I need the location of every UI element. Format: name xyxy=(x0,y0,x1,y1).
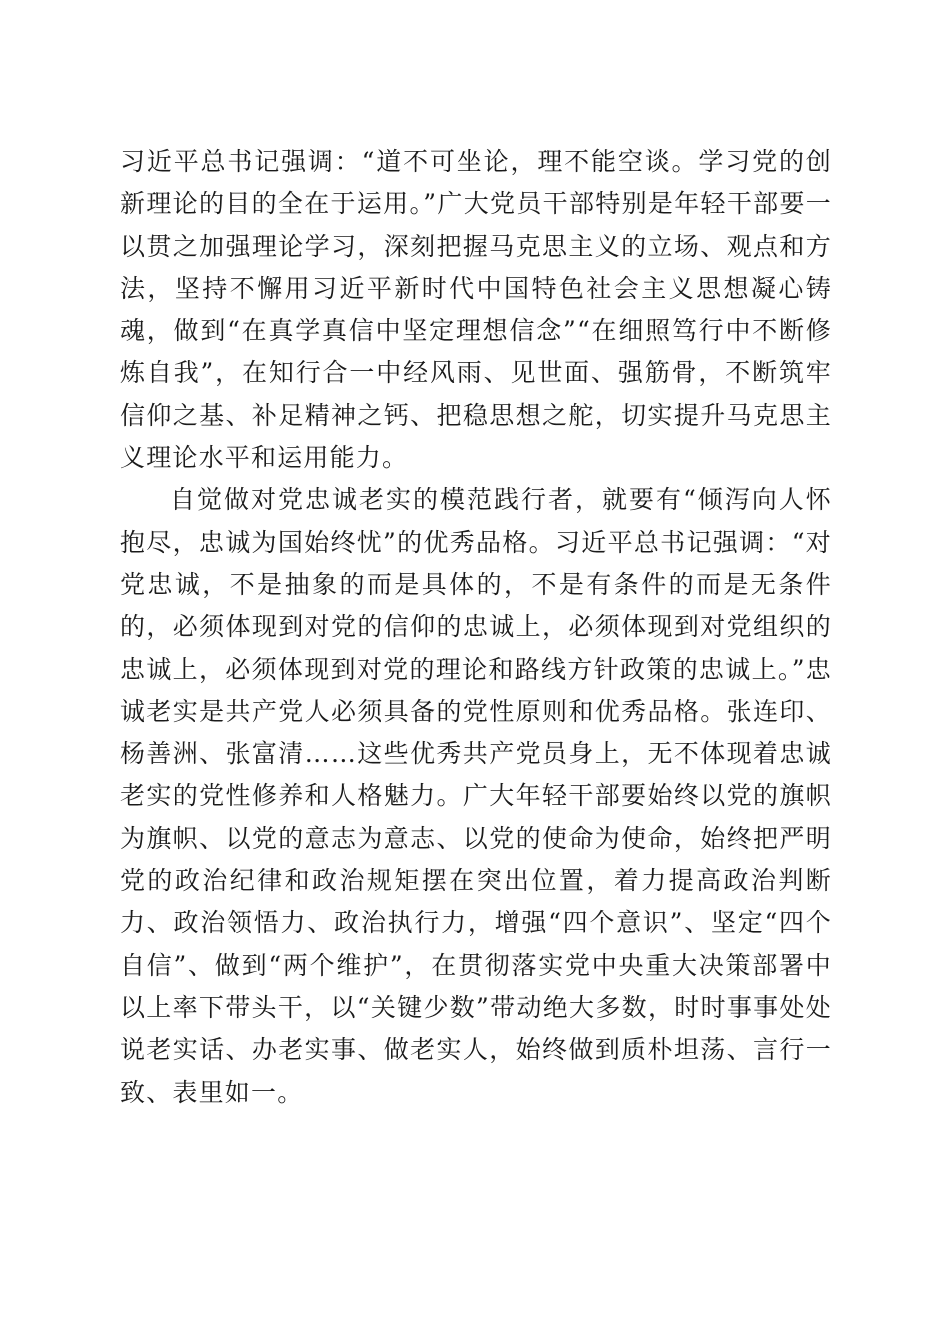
paragraph-loyalty: 自觉做对党忠诚老实的模范践行者，就要有“倾泻向人怀抱尽，忠诚为国始终忧”的优秀品格。习近平总书记强调：“对党忠诚，不是抽象的而是具体的，不是有条件的而是无条件的，必须体现到对党的信仰的忠诚上，必须体现到对党组织的忠诚上，必须体现到对党的理论和路线方针政策的忠诚上。”忠诚老实是共产党人必须具备的党性原则和优秀品格。张连印、杨善洲、张富清……这些优秀共产党员身上，无不体现着忠诚老实的党性修养和人格魅力。广大年轻干部要始终以党的旗帜为旗帜、以党的意志为意志、以党的使命为使命，始终把严明党的政治纪律和政治规矩摆在突出位置，着力提高政治判断力、政治领悟力、政治执行力，增强“四个意识”、坚定“四个自信”、做到“两个维护”，在贯彻落实党中央重大决策部署中以上率下带头干，以“关键少数”带动绝大多数，时时事事处处说老实话、办老实事、做老实人，始终做到质朴坦荡、言行一致、表里如一。 xyxy=(120,485,832,1107)
paragraph-continuation: 习近平总书记强调：“道不可坐论，理不能空谈。学习党的创新理论的目的全在于运用。”广大党员干部特别是年轻干部要一以贯之加强理论学习，深刻把握马克思主义的立场、观点和方法，坚持不懈用习近平新时代中国特色社会主义思想凝心铸魂，做到“在真学真信中坚定理想信念”“在细照笃行中不断修炼自我”，在知行合一中经风雨、见世面、强筋骨，不断筑牢信仰之基、补足精神之钙、把稳思想之舵，切实提升马克思主义理论水平和运用能力。 xyxy=(120,147,832,473)
document-page xyxy=(120,141,832,1114)
